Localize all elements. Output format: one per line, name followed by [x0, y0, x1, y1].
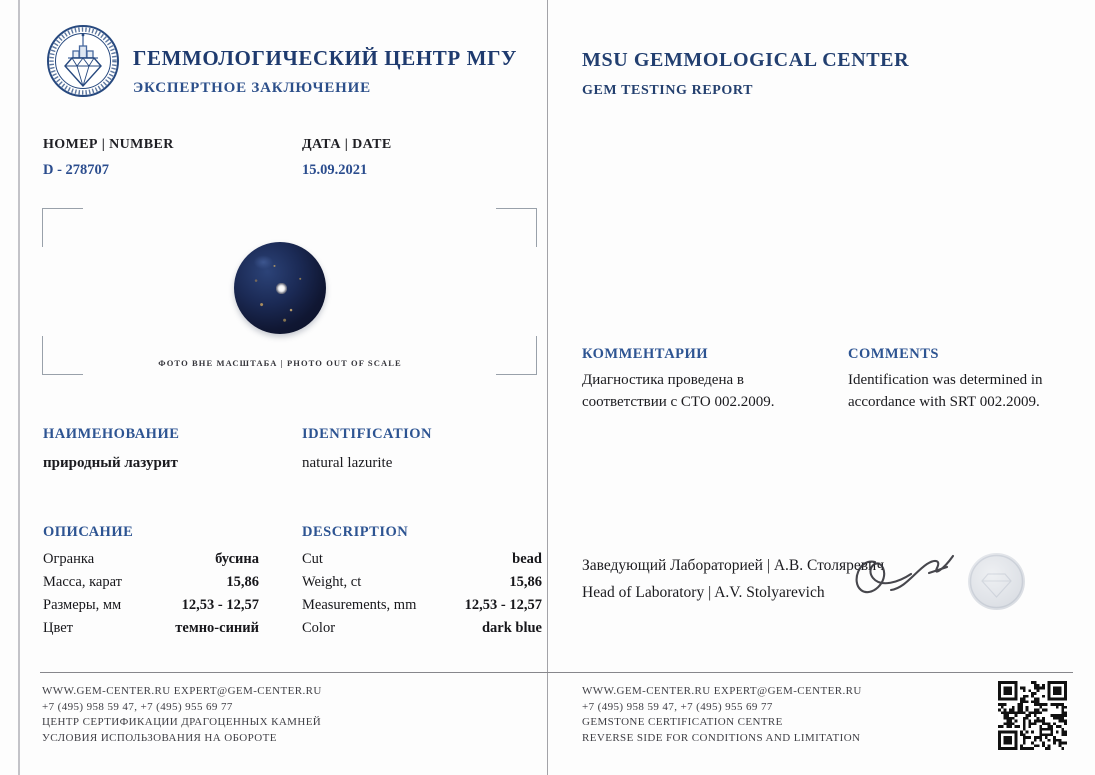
table-row [43, 594, 259, 617]
row-value: dark blue [481, 620, 542, 636]
description-table-en [302, 548, 542, 640]
row-value: 15,86 [509, 574, 542, 590]
row-value: 12,53 - 12,57 [464, 597, 542, 613]
row-label: Measurements, mm [302, 597, 417, 613]
row-value: 12,53 - 12,57 [181, 597, 259, 613]
comments-header-en: COMMENTS [848, 346, 939, 362]
identification-header-ru: НАИМЕНОВАНИЕ [43, 426, 180, 442]
row-value: темно-синий [175, 620, 259, 636]
description-header-en: DESCRIPTION [302, 524, 409, 540]
footer-line: REVERSE SIDE FOR CONDITIONS AND LIMITATION [582, 731, 861, 744]
bead-drill-hole [276, 283, 287, 294]
footer-divider-line [40, 672, 1073, 673]
row-label: Цвет [43, 620, 74, 636]
signatory-line-ru: Заведующий Лабораторией | А.В. Столяревич [582, 557, 885, 574]
photo-corner-mark-top-right [496, 208, 537, 247]
date-value: 15.09.2021 [302, 162, 368, 178]
row-value: 15,86 [226, 574, 259, 590]
table-row [43, 571, 259, 594]
footer-line: ЦЕНТР СЕРТИФИКАЦИИ ДРАГОЦЕННЫХ КАМНЕЙ [42, 716, 322, 728]
footer-left-block [42, 684, 322, 746]
identification-value-ru: природный лазурит [43, 455, 178, 471]
photo-corner-mark-top-left [42, 208, 83, 247]
msu-seal-logo-icon [46, 24, 120, 98]
table-row [302, 617, 542, 640]
org-title-en: MSU GEMMOLOGICAL CENTER [582, 49, 910, 71]
center-fold-divider [547, 0, 548, 775]
description-header-ru: ОПИСАНИЕ [43, 524, 134, 540]
table-row [43, 617, 259, 640]
footer-line: WWW.GEM-CENTER.RU EXPERT@GEM-CENTER.RU [582, 685, 862, 697]
footer-line: УСЛОВИЯ ИСПОЛЬЗОВАНИЯ НА ОБОРОТЕ [42, 731, 277, 744]
doc-type-en: GEM TESTING REPORT [582, 83, 754, 98]
qr-code [998, 681, 1067, 750]
signatory-line-en: Head of Laboratory | A.V. Stolyarevich [582, 584, 825, 601]
row-value: бусина [215, 551, 259, 567]
identification-value-en: natural lazurite [302, 455, 393, 471]
row-label: Масса, карат [43, 574, 122, 590]
doc-type-ru: ЭКСПЕРТНОЕ ЗАКЛЮЧЕНИЕ [133, 80, 371, 96]
signature-handwritten [845, 538, 965, 615]
comments-text-ru: Диагностика проведена в соответствии с СТО 002.2009. [582, 372, 775, 410]
left-edge-line [18, 0, 20, 775]
row-label: Огранка [43, 551, 95, 567]
row-label: Размеры, мм [43, 597, 122, 613]
photo-caption: ФОТО ВНЕ МАСШТАБА | PHOTO OUT OF SCALE [158, 358, 402, 368]
description-table-ru [43, 548, 259, 640]
footer-line: +7 (495) 958 59 47, +7 (495) 955 69 77 [42, 700, 233, 713]
table-row [302, 548, 542, 571]
footer-line: WWW.GEM-CENTER.RU EXPERT@GEM-CENTER.RU [42, 685, 322, 697]
number-value: D - 278707 [43, 162, 110, 178]
date-label: ДАТА | DATE [302, 137, 392, 152]
footer-right-block [582, 684, 862, 746]
org-title-ru: ГЕММОЛОГИЧЕСКИЙ ЦЕНТР МГУ [133, 46, 518, 70]
embossed-seal [968, 553, 1025, 610]
photo-corner-mark-bottom-left [42, 336, 83, 375]
number-label: НОМЕР | NUMBER [43, 137, 174, 152]
identification-header-en: IDENTIFICATION [302, 426, 433, 442]
row-label: Cut [302, 551, 323, 567]
footer-line: +7 (495) 958 59 47, +7 (495) 955 69 77 [582, 700, 773, 713]
comments-text-en: Identification was determined in accordance with SRT 002.2009. [848, 372, 1043, 410]
table-row [43, 548, 259, 571]
table-row [302, 594, 542, 617]
row-label: Weight, ct [302, 574, 362, 590]
photo-corner-mark-bottom-right [496, 336, 537, 375]
table-row [302, 571, 542, 594]
footer-line: GEMSTONE CERTIFICATION CENTRE [582, 716, 783, 728]
row-label: Color [302, 620, 336, 636]
row-value: bead [512, 551, 542, 567]
comments-header-ru: КОММЕНТАРИИ [582, 346, 709, 362]
